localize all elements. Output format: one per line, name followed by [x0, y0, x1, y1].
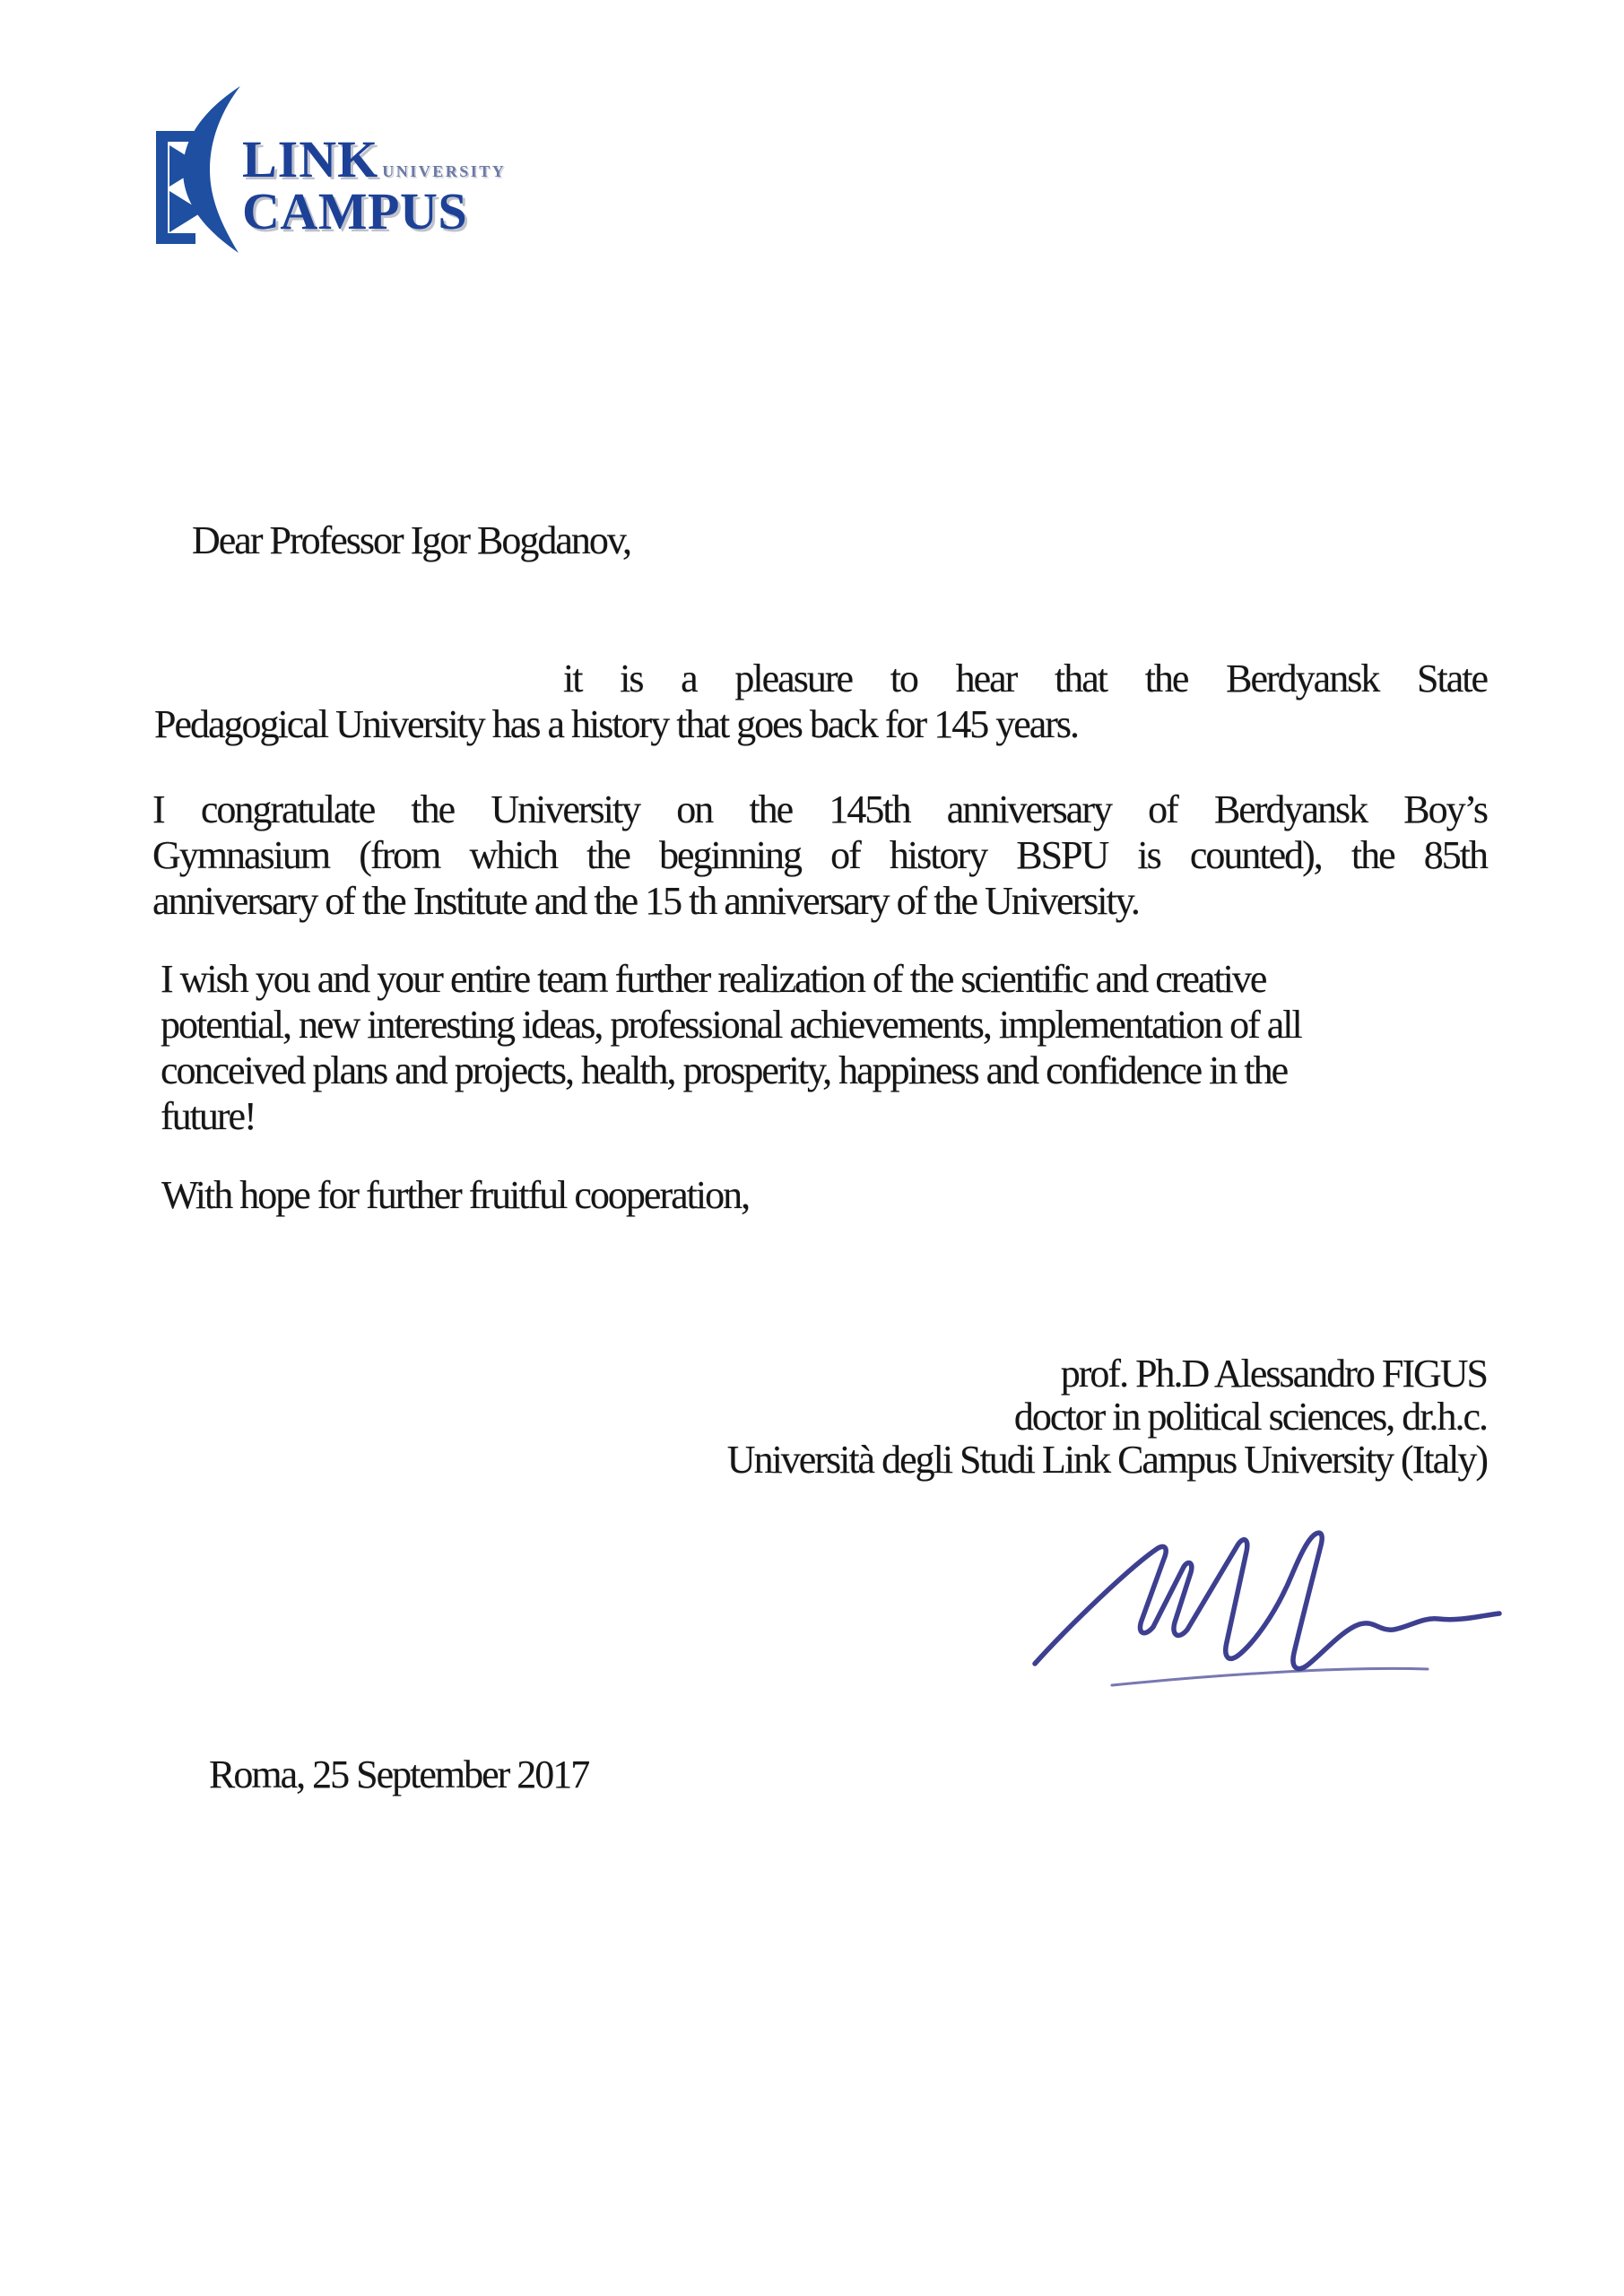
letter-line: Gymnasium (from which the beginning of history BSPU is counted), the 85th: [152, 833, 1487, 877]
logo-campus-text: CAMPUS: [242, 182, 468, 240]
letter-line: anniversary of the Institute and the 15 th anniversary of the University.: [152, 879, 1139, 923]
signature-title-line: doctor in political sciences, dr.h.c.: [1013, 1395, 1487, 1439]
letter-line: I wish you and your entire team further realization of the scientific and creative: [161, 957, 1266, 1001]
letter-line: potential, new interesting ideas, professional achievements, implementation of all: [161, 1003, 1301, 1047]
paragraph-1: [154, 656, 1487, 747]
handwritten-signature: [1022, 1509, 1511, 1700]
signature-block: [411, 1352, 1487, 1482]
signature-affiliation-line: Università degli Studi Link Campus University (Italy): [726, 1438, 1487, 1482]
logo-wordmark: [242, 130, 507, 240]
logo-university-text: UNIVERSITY: [382, 162, 507, 180]
paragraph-2: [152, 787, 1487, 924]
letter-line: Pedagogical University has a history that goes back for 145 years.: [154, 702, 1079, 746]
signature-underline: [1112, 1668, 1428, 1685]
letter-line: future!: [161, 1094, 256, 1138]
signature-stroke: [1035, 1533, 1499, 1668]
date-line: Roma, 25 September 2017: [209, 1752, 589, 1796]
logo-link-text: LINK: [242, 130, 379, 188]
university-logo: [142, 83, 518, 271]
signature-name-line: prof. Ph.D Alessandro FIGUS: [1060, 1352, 1487, 1396]
paragraph-3: [161, 956, 1301, 1139]
letter-line: I congratulate the University on the 145th anniversary of Berdyansk Boy’s: [152, 787, 1487, 831]
letter-line: conceived plans and projects, health, prosperity, happiness and confidence in the: [161, 1048, 1288, 1092]
closing-line: With hope for further fruitful cooperation,: [161, 1173, 750, 1217]
salutation-line: Dear Professor Igor Bogdanov,: [192, 518, 631, 562]
letter-line: it is a pleasure to hear that the Berdyansk State: [563, 657, 1487, 700]
